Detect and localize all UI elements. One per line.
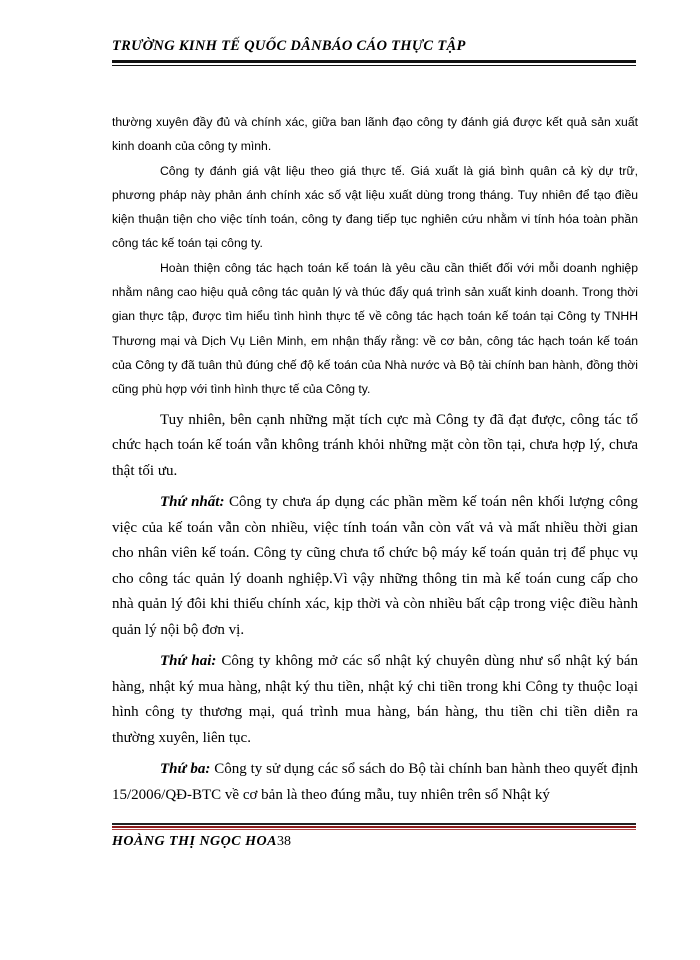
point-1-text: Công ty chưa áp dụng các phần mềm kế toán nên khối lượng công việc của kế toán vẫn còn nhiều, việc tính toán vẫn còn vất vả và mất nhiều thời gian cho nhân viên kế toán. Công ty cũng chưa tổ chức bộ máy kế toán quản trị để phục vụ cho công tác quản lý doanh nghiệp.Vì vậy những thông tin mà kế toán cung cấp cho nhà quản lý đôi khi thiếu chính xác, kịp thời và còn nhiều bất cập trong việc điều hành quản lý nội bộ đơn vị. bbox=[112, 494, 638, 638]
paragraph-point-3 bbox=[112, 757, 638, 808]
footer-rule bbox=[112, 823, 636, 830]
point-3-text: Công ty sử dụng các sổ sách do Bộ tài chính ban hành theo quyết định 15/2006/QĐ-BTC về cơ bản là theo đúng mẫu, tuy nhiên trên sổ Nhật ký bbox=[112, 761, 638, 803]
paragraph-point-1 bbox=[112, 490, 638, 643]
paragraph-intro: Tuy nhiên, bên cạnh những mặt tích cực mà Công ty đã đạt được, công tác tổ chức hạch toán kế toán vẫn không tránh khỏi những mặt còn tồn tại, chưa hợp lý, chưa thật tối ưu. bbox=[112, 411, 638, 479]
point-1-lead: Thứ nhất: bbox=[160, 494, 225, 511]
paragraph-valuation: Công ty đánh giá vật liệu theo giá thực tế. Giá xuất là giá bình quân cả kỳ dự trữ, phương pháp này phản ánh chính xác số vật liệu xuất dùng trong tháng. Tuy nhiên để tạo điều kiện thuận tiện cho việc tính toán, công ty đang tiếp tục nghiên cứu nhằm vi tính hóa toàn phần công tác kế toán tại công ty. bbox=[112, 163, 638, 251]
page-footer bbox=[112, 834, 291, 850]
paragraph-continuation: thường xuyên đầy đủ và chính xác, giữa ban lãnh đạo công ty đánh giá được kết quả sản xuất kinh doanh của công ty mình. bbox=[112, 115, 638, 154]
footer-author: HOÀNG THỊ NGỌC HOA bbox=[112, 834, 277, 849]
page-header: TRƯỜNG KINH TẾ QUỐC DÂNBÁO CÁO THỰC TẬP bbox=[112, 38, 466, 54]
point-3-lead: Thứ ba: bbox=[160, 761, 211, 778]
page-number: 38 bbox=[276, 834, 291, 849]
point-2-text: Công ty không mở các sổ nhật ký chuyên dùng như sổ nhật ký bán hàng, nhật ký mua hàng, nhật ký thu tiền, nhật ký chi tiền trong khi Công ty thuộc loại hình công ty thương mại, quá trình mua hàng, bán hàng, thu tiền chi tiền diễn ra thường xuyên, liên tục. bbox=[112, 653, 638, 746]
paragraph-point-2 bbox=[112, 649, 638, 751]
point-2-lead: Thứ hai: bbox=[160, 653, 217, 670]
page-body bbox=[112, 110, 638, 808]
paragraph-improvement: Hoàn thiện công tác hạch toán kế toán là yêu cầu cần thiết đối với mỗi doanh nghiệp nhằm nâng cao hiệu quả công tác quản lý và thúc đẩy quá trình sản xuất kinh doanh. Trong thời gian thực tập, được tìm hiểu tình hình thực tế về công tác hạch toán kế toán tại Công ty TNHH Thương mại và Dịch Vụ Liên Minh, em nhận thấy rằng: về cơ bản, công tác hạch toán kế toán của Công ty đã tuân thủ đúng chế độ kế toán của Nhà nước và Bộ tài chính ban hành, đồng thời cũng phù hợp với tình hình thực tế của Công ty. bbox=[112, 260, 638, 397]
